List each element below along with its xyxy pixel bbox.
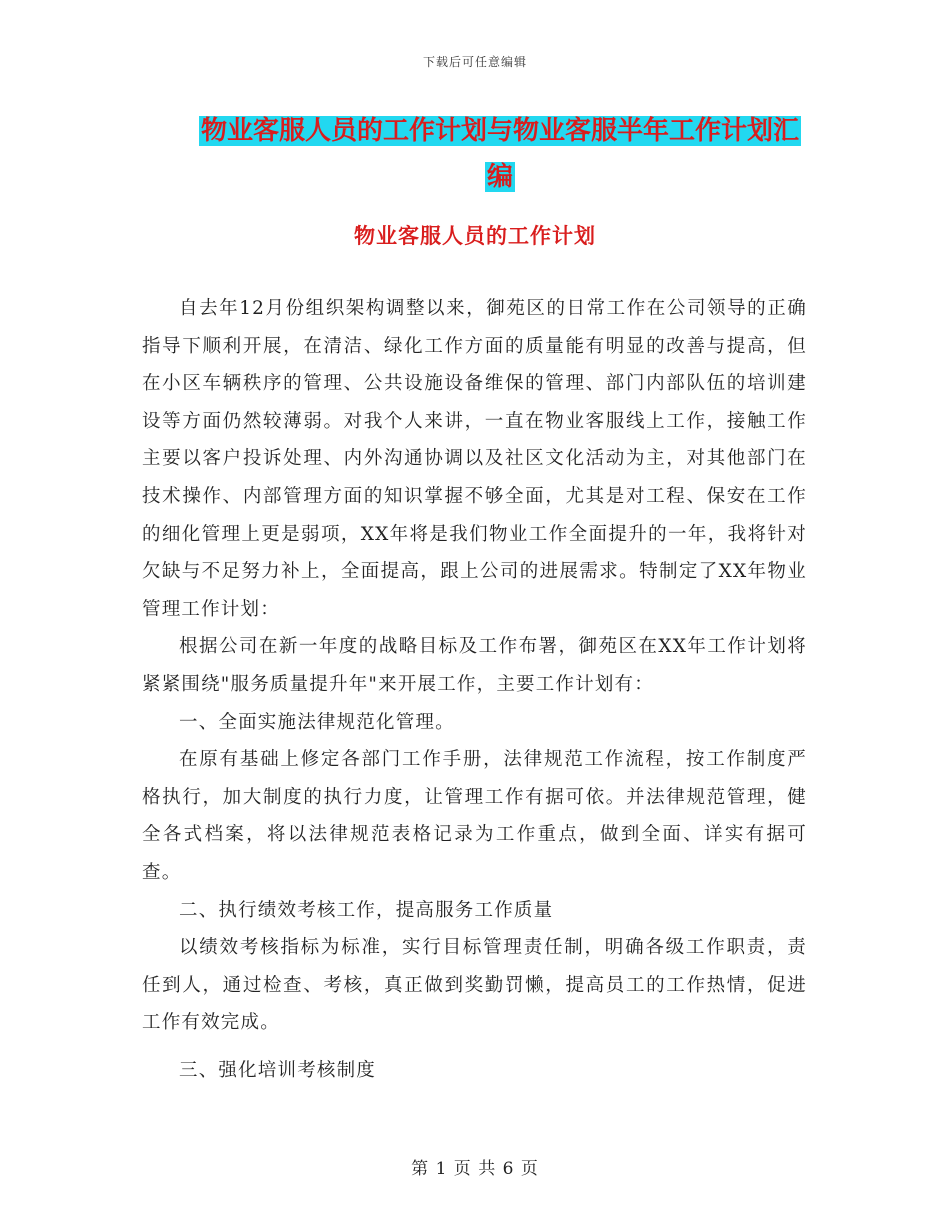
paragraph-intro: 自去年12月份组织架构调整以来，御苑区的日常工作在公司领导的正确指导下顺利开展，在清洁、绿化工作方面的质量能有明显的改善与提高，但在小区车辆秩序的管理、公共设施设备维保的管理、部门内部队伍的培训建设等方面仍然较薄弱。对我个人来讲，一直在物业客服线上工作，接触工作主要以客户投诉处理、内外沟通协调以及社区文化活动为主，对其他部门在技术操作、内部管理方面的知识掌握不够全面，尤其是对工程、保安在工作的细化管理上更是弱项，XX年将是我们物业工作全面提升的一年，我将针对欠缺与不足努力补上，全面提高，跟上公司的进展需求。特制定了XX年物业管理工作计划：: [142, 298, 807, 620]
paragraph-plan-overview: 根据公司在新一年度的战略目标及工作布署，御苑区在XX年工作计划将紧紧围绕"服务质量提升年"来开展工作，主要工作计划有：: [142, 636, 807, 695]
document-title: [150, 108, 850, 200]
section-title: 物业客服人员的工作计划: [354, 223, 596, 248]
heading-item-3: 三、强化培训考核制度: [179, 1059, 377, 1081]
heading-item-1: 一、全面实施法律规范化管理。: [179, 711, 455, 733]
document-title-line1: 物业客服人员的工作计划与物业客服半年工作计划汇: [200, 116, 799, 146]
heading-item-2: 二、执行绩效考核工作，提高服务工作质量: [179, 899, 554, 921]
document-body: [142, 290, 807, 1089]
page-number: 第 1 页 共 6 页: [411, 1159, 539, 1179]
paragraph-item-2: 以绩效考核指标为标准，实行目标管理责任制，明确各级工作职责，责任到人，通过检查、考核，真正做到奖勤罚懒，提高员工的工作热情，促进工作有效完成。: [142, 937, 807, 1034]
document-title-line2: 编: [486, 162, 513, 192]
header-note: 下载后可任意编辑: [422, 55, 527, 69]
paragraph-item-1: 在原有基础上修定各部门工作手册，法律规范工作流程，按工作制度严格执行，加大制度的执行力度，让管理工作有据可依。并法律规范管理，健全各式档案，将以法律规范表格记录为工作重点，做到全面、详实有据可查。: [142, 749, 807, 883]
